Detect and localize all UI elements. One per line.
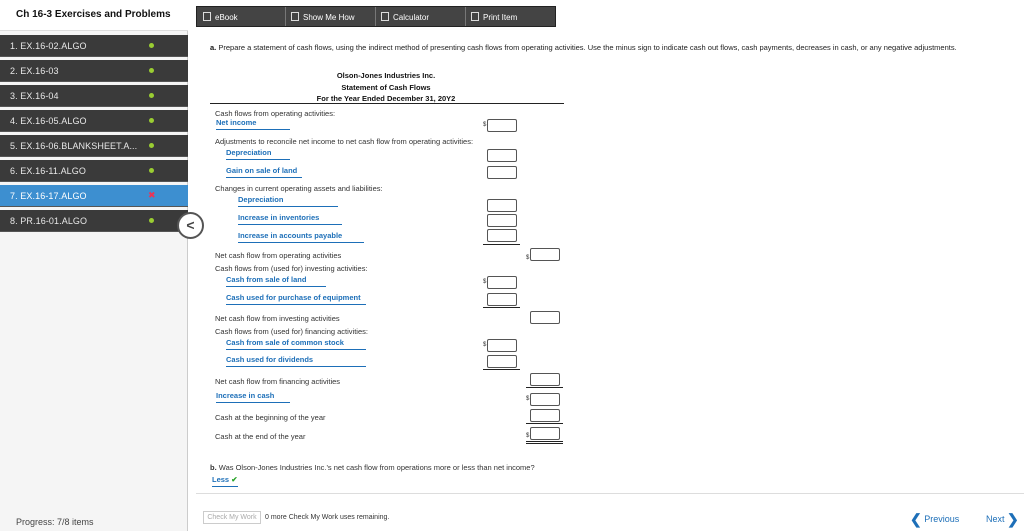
net-income-label[interactable]: Net income bbox=[216, 118, 290, 130]
sidebar-item-label: 4. EX.16-05.ALGO bbox=[10, 116, 87, 126]
cash-sale-land-input[interactable] bbox=[487, 276, 517, 289]
financing-heading: Cash flows from (used for) financing activities: bbox=[215, 327, 368, 336]
net-investing-input[interactable] bbox=[530, 311, 560, 324]
question-a-text: Prepare a statement of cash flows, using the indirect method of presenting cash flows from operating activities. Use the minus sign to indicate cash out flows, cash payments, decreases in cash, or any negative adjustments. bbox=[218, 43, 957, 52]
footer bbox=[196, 493, 1024, 531]
complete-dot-icon bbox=[149, 93, 154, 98]
statement-title: Statement of Cash Flows bbox=[341, 83, 431, 92]
calculator-button[interactable]: Calculator bbox=[381, 7, 429, 26]
complete-dot-icon bbox=[149, 68, 154, 73]
net-investing-label: Net cash flow from investing activities bbox=[215, 314, 340, 323]
sidebar-item-7[interactable] bbox=[0, 185, 188, 207]
question-a: a. Prepare a statement of cash flows, using the indirect method of presenting cash flows from operating activities. Use the minus sign to indicate cash out flows, cash payments, decreases in cash, or any negative adjustments. bbox=[210, 43, 957, 52]
complete-dot-icon bbox=[149, 118, 154, 123]
increase-cash-input[interactable] bbox=[530, 393, 560, 406]
complete-dot-icon bbox=[149, 143, 154, 148]
progress-text: Progress: 7/8 items bbox=[16, 517, 94, 527]
question-b-answer[interactable]: Less ✔ bbox=[212, 475, 238, 487]
show-me-how-button[interactable]: Show Me How bbox=[291, 7, 355, 26]
net-income-input[interactable] bbox=[487, 119, 517, 132]
net-operating-input[interactable] bbox=[530, 248, 560, 261]
increase-payable-label[interactable]: Increase in accounts payable bbox=[238, 231, 364, 243]
question-b: b. Was Olson-Jones Industries Inc.'s net cash flow from operations more or less than net income? bbox=[210, 463, 535, 472]
increase-payable-input[interactable] bbox=[487, 229, 517, 242]
cash-end-label: Cash at the end of the year bbox=[215, 432, 306, 441]
statement-period: For the Year Ended December 31, 20Y2 bbox=[316, 94, 456, 103]
depreciation-input[interactable] bbox=[487, 149, 517, 162]
adjustments-heading: Adjustments to reconcile net income to net cash flow from operating activities: bbox=[215, 137, 474, 146]
toolbar bbox=[196, 6, 556, 27]
complete-dot-icon bbox=[149, 218, 154, 223]
cash-common-stock-input[interactable] bbox=[487, 339, 517, 352]
chevron-left-icon: ❮ bbox=[910, 511, 922, 527]
chevron-right-icon: ❯ bbox=[1007, 511, 1019, 527]
book-icon bbox=[203, 12, 211, 21]
depreciation-label[interactable]: Depreciation bbox=[226, 148, 290, 160]
complete-dot-icon bbox=[149, 168, 154, 173]
subtotal-rule bbox=[483, 307, 520, 308]
net-financing-input[interactable] bbox=[530, 373, 560, 386]
sidebar-item-2[interactable] bbox=[0, 60, 188, 82]
increase-inventories-input[interactable] bbox=[487, 214, 517, 227]
sidebar-item-5[interactable] bbox=[0, 135, 188, 157]
sidebar-item-8[interactable] bbox=[0, 210, 188, 232]
sidebar-item-6[interactable] bbox=[0, 160, 188, 182]
cash-end-input[interactable] bbox=[530, 427, 560, 440]
assignment-title: Ch 16-3 Exercises and Problems bbox=[0, 0, 188, 31]
subtotal-rule bbox=[526, 387, 563, 388]
net-financing-label: Net cash flow from financing activities bbox=[215, 377, 341, 386]
print-icon bbox=[471, 12, 479, 21]
net-operating-label: Net cash flow from operating activities bbox=[215, 251, 342, 260]
cash-beginning-input[interactable] bbox=[530, 409, 560, 422]
gain-on-sale-land-label[interactable]: Gain on sale of land bbox=[226, 166, 302, 178]
cash-dividends-input[interactable] bbox=[487, 355, 517, 368]
subtotal-rule bbox=[526, 423, 563, 424]
sidebar-item-1[interactable] bbox=[0, 35, 188, 57]
cash-equipment-label[interactable]: Cash used for purchase of equipment bbox=[226, 293, 366, 305]
cash-common-stock-label[interactable]: Cash from sale of common stock bbox=[226, 338, 366, 350]
sidebar-item-label: 5. EX.16-06.BLANKSHEET.A... bbox=[10, 141, 138, 151]
main-content: a. Prepare a statement of cash flows, using the indirect method of presenting cash flows from operating activities. Use the minus sign to indicate cash out flows, cash payments, decreases in cash, or any negative adjustments. Olson-Jones Industries Inc. Statement of Cash Flows For the Year Ended December 31, 20Y2 Cash flows from operating activities: Net income $ Adjustments to reconcile net income to net cash flow from operating activities: Depreciation Gain on sale of land Changes in current operating assets and liabilities: Depreciation Increase in inventories Increase in accounts payable Net cash flow from operating activities $ Cash flows from (used for) investing activities: Cash from sale of land $ Cash used for purchase of equipment Net cash flow from investing activities Cash flows from (used for) financing activities: Cash from sale of common stock $ Cash used for dividends Net cash flow from financing activities Increase in cash $ Cash at the beginning of the year Cash at the end of the year $ b. Was Olson-Jones Industries Inc.'s net cash flow from operations more or less than net income? Less ✔ bbox=[196, 31, 1024, 491]
chevron-left-icon: < bbox=[186, 217, 195, 233]
sidebar bbox=[0, 0, 188, 531]
subtotal-rule bbox=[483, 244, 520, 245]
cash-dividends-label[interactable]: Cash used for dividends bbox=[226, 355, 366, 367]
previous-button[interactable]: ❮ Previous bbox=[910, 511, 960, 527]
video-icon bbox=[291, 12, 299, 21]
cash-beginning-label: Cash at the beginning of the year bbox=[215, 413, 326, 422]
depreciation-change-input[interactable] bbox=[487, 199, 517, 212]
changes-heading: Changes in current operating assets and liabilities: bbox=[215, 184, 383, 193]
complete-dot-icon bbox=[149, 43, 154, 48]
investing-heading: Cash flows from (used for) investing activities: bbox=[215, 264, 368, 273]
sidebar-item-label: 6. EX.16-11.ALGO bbox=[10, 166, 86, 176]
question-b-text: Was Olson-Jones Industries Inc.'s net cash flow from operations more or less than net income? bbox=[218, 463, 535, 472]
sidebar-item-label: 8. PR.16-01.ALGO bbox=[10, 216, 88, 226]
check-my-work-button[interactable]: Check My Work bbox=[203, 511, 261, 524]
cash-equipment-input[interactable] bbox=[487, 293, 517, 306]
company-name: Olson-Jones Industries Inc. bbox=[336, 71, 436, 80]
check-my-work-info: 0 more Check My Work uses remaining. bbox=[265, 514, 390, 521]
cfo-heading: Cash flows from operating activities: bbox=[215, 109, 336, 118]
ebook-button[interactable]: eBook bbox=[203, 7, 238, 26]
sidebar-item-label: 3. EX.16-04 bbox=[10, 91, 59, 101]
next-button[interactable]: Next ❯ bbox=[986, 511, 1019, 527]
gain-on-sale-land-input[interactable] bbox=[487, 166, 517, 179]
incorrect-x-icon: ✖ bbox=[148, 190, 156, 200]
increase-inventories-label[interactable]: Increase in inventories bbox=[238, 213, 342, 225]
depreciation-change-label[interactable]: Depreciation bbox=[238, 195, 338, 207]
subtotal-rule bbox=[483, 369, 520, 370]
increase-cash-label[interactable]: Increase in cash bbox=[216, 391, 290, 403]
calculator-icon bbox=[381, 12, 389, 21]
sidebar-item-label: 7. EX.16-17.ALGO bbox=[10, 191, 87, 201]
double-rule-bottom bbox=[526, 443, 563, 444]
print-item-button[interactable]: Print Item bbox=[471, 7, 517, 26]
sidebar-item-label: 1. EX.16-02.ALGO bbox=[10, 41, 87, 51]
sidebar-item-4[interactable] bbox=[0, 110, 188, 132]
sidebar-item-label: 2. EX.16-03 bbox=[10, 66, 59, 76]
cash-sale-land-label[interactable]: Cash from sale of land bbox=[226, 275, 326, 287]
double-rule-top bbox=[526, 441, 563, 442]
check-mark-icon: ✔ bbox=[231, 475, 238, 484]
header-rule bbox=[210, 103, 564, 104]
sidebar-item-3[interactable] bbox=[0, 85, 188, 107]
